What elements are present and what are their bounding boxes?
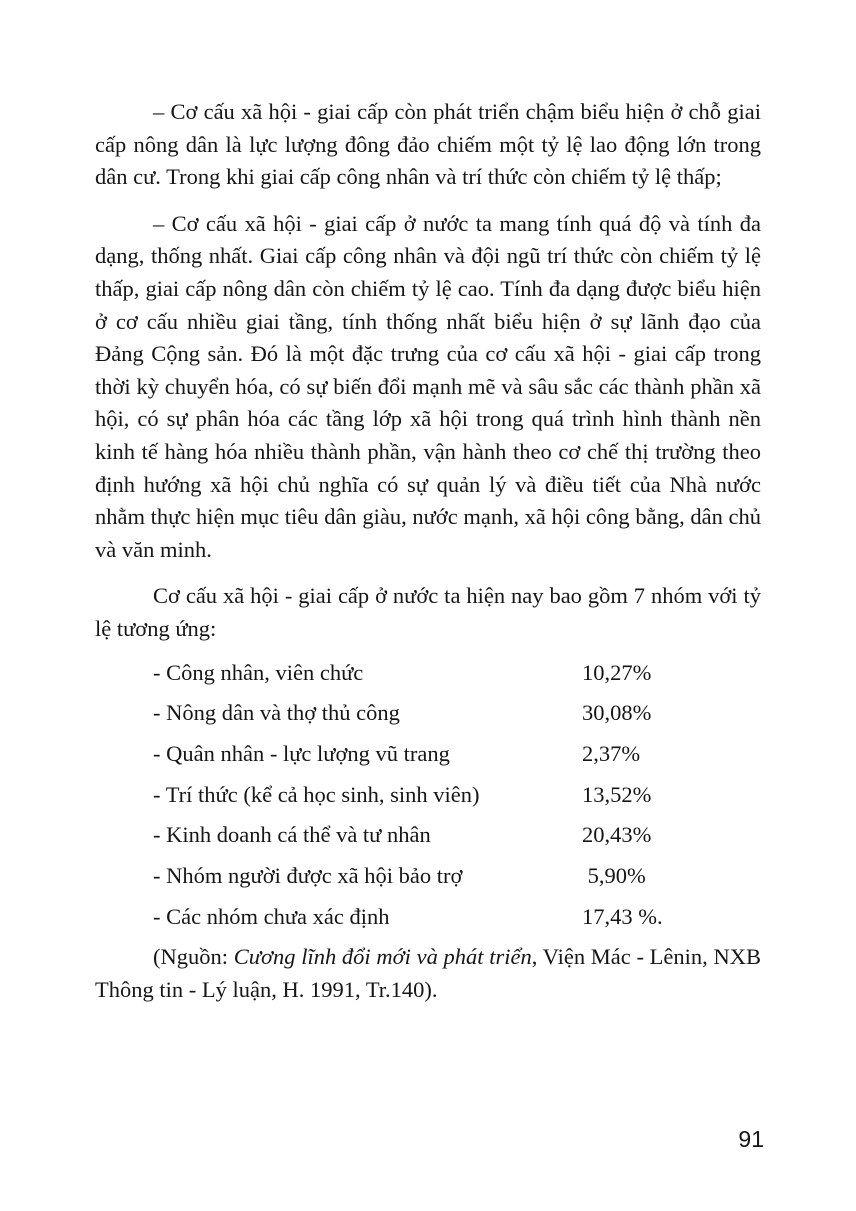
group-ratio-list xyxy=(95,657,761,934)
list-item xyxy=(153,819,761,852)
group-percentage: 5,90% xyxy=(582,862,646,888)
list-item xyxy=(153,657,761,690)
paragraph-groups-intro: Cơ cấu xã hội - giai cấp ở nước ta hiện nay bao gồm 7 nhóm với tỷ lệ tương ứng: xyxy=(95,583,761,641)
group-label: - Trí thức (kể cả học sinh, sinh viên) xyxy=(153,781,480,807)
body-text xyxy=(95,96,761,1007)
group-label: - Nhóm người được xã hội bảo trợ xyxy=(153,862,463,888)
group-label: - Công nhân, viên chức xyxy=(153,659,364,685)
list-item xyxy=(153,901,761,934)
group-percentage: 20,43% xyxy=(582,822,652,848)
list-item xyxy=(153,697,761,730)
group-label: - Quân nhân - lực lượng vũ trang xyxy=(153,740,450,766)
source-title: Cương lĩnh đổi mới và phát triển xyxy=(233,944,532,970)
list-item xyxy=(153,738,761,771)
group-percentage: 2,37% xyxy=(582,740,641,766)
group-percentage: 13,52% xyxy=(582,781,652,807)
group-percentage: 17,43 %. xyxy=(582,903,663,929)
source-suffix: , Viện Mác - Lênin, NXB Thông tin - Lý luận, H. 1991, Tr.140). xyxy=(95,944,761,1002)
paragraph-transitional-structure: – Cơ cấu xã hội - giai cấp ở nước ta mang tính quá độ và tính đa dạng, thống nhất. Giai cấp công nhân và đội ngũ trí thức còn chiếm tỷ lệ thấp, giai cấp nông dân còn chiếm tỷ lệ cao. Tính đa dạng được biểu hiện ở cơ cấu nhiều giai tầng, tính thống nhất biểu hiện ở sự lãnh đạo của Đảng Cộng sản. Đó là một đặc trưng của cơ cấu xã hội - giai cấp trong thời kỳ chuyển hóa, có sự biến đổi mạnh mẽ và sâu sắc các thành phần xã hội, có sự phân hóa các tầng lớp xã hội trong quá trình hình thành nền kinh tế hàng hóa nhiều thành phần, vận hành theo cơ chế thị trường theo định hướng xã hội chủ nghĩa có sự quản lý và điều tiết của Nhà nước nhằm thực hiện mục tiêu dân giàu, nước mạnh, xã hội công bằng, dân chủ và văn minh. xyxy=(95,210,761,562)
source-prefix: (Nguồn: xyxy=(153,944,234,970)
paragraph-slow-development: – Cơ cấu xã hội - giai cấp còn phát triển chậm biểu hiện ở chỗ giai cấp nông dân là lực lượng đông đảo chiếm một tỷ lệ lao động lớn trong dân cư. Trong khi giai cấp công nhân và trí thức còn chiếm tỷ lệ thấp; xyxy=(95,99,761,190)
group-label: - Kinh doanh cá thể và tư nhân xyxy=(153,822,431,848)
list-item xyxy=(153,860,761,893)
group-percentage: 10,27% xyxy=(582,659,652,685)
page-number: 91 xyxy=(738,1126,764,1152)
group-percentage: 30,08% xyxy=(582,700,652,726)
group-label: - Các nhóm chưa xác định xyxy=(153,903,390,929)
group-label: - Nông dân và thợ thủ công xyxy=(153,700,400,726)
source-citation xyxy=(95,941,761,1006)
list-item xyxy=(153,779,761,812)
